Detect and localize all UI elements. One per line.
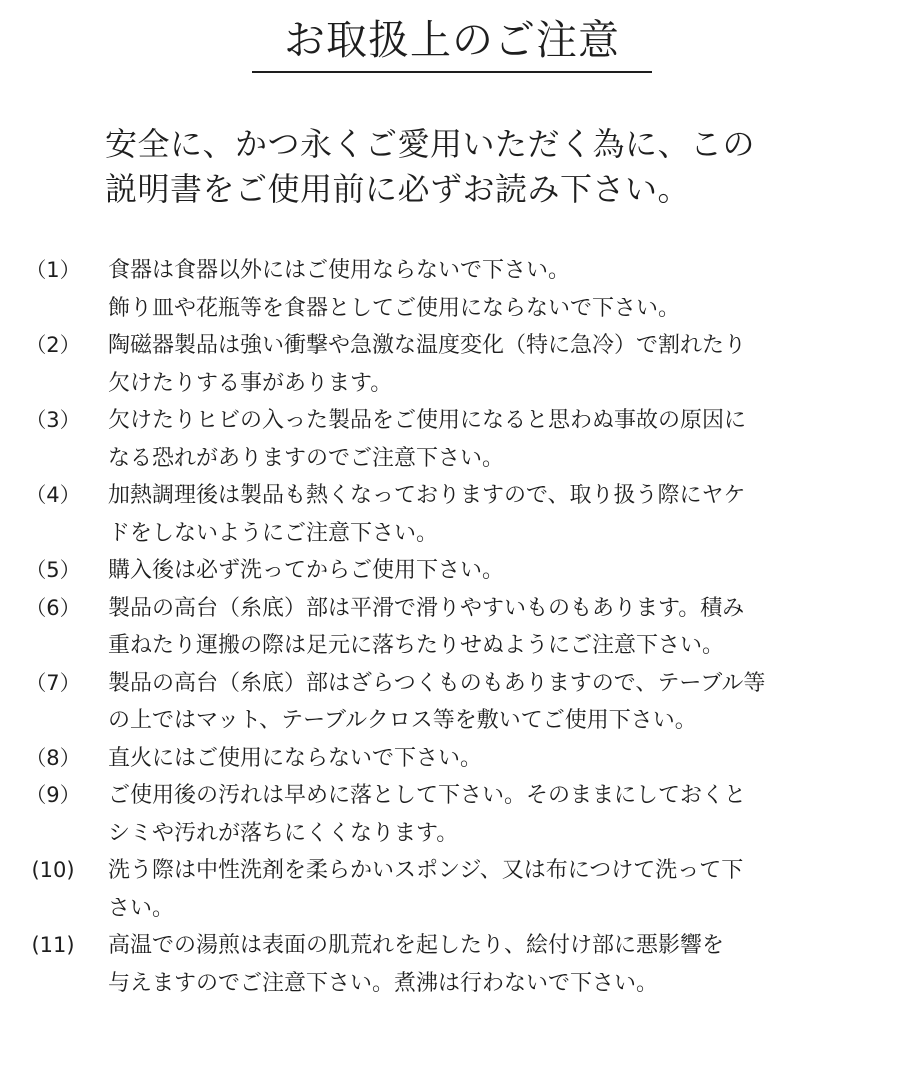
note-line: 購入後は必ず洗ってからご使用下さい。 [108,558,505,583]
note-item [0,665,903,740]
note-line: 欠けたりヒビの入った製品をご使用になると思わぬ事故の原因に [108,408,747,433]
note-number: （4） [25,483,81,507]
note-text [108,927,868,1002]
intro-line: 安全に、かつ永くご愛用いただく為に、この [105,125,756,163]
note-number: （8） [25,745,81,770]
note-line: 陶磁器製品は強い衝撃や急激な温度変化（特に急冷）で割れたり [108,333,747,358]
note-line: ドをしないようにご注意下さい。 [108,520,439,546]
note-text [108,402,868,477]
note-line: なる恐れがありますのでご注意下さい。 [108,445,505,471]
note-text [108,852,868,927]
note-text [108,477,868,552]
note-line: 洗う際は中性洗剤を柔らかいスポンジ、又は布につけて洗って下 [108,858,744,883]
note-number: （6） [25,595,81,620]
note-number: （3） [25,408,81,432]
note-text [108,252,868,327]
notes-list [0,252,903,1002]
note-item [0,777,903,852]
page-title: お取扱上のご注意 [284,16,620,64]
note-line: 飾り皿や花瓶等を食器としてご使用にならないで下さい。 [108,295,681,321]
note-line: 製品の高台（糸底）部はざらつくものもありますので、テーブル等 [108,670,766,696]
note-text [108,665,868,740]
note-item [0,927,903,1002]
note-item [0,552,903,590]
note-line: シミや汚れが落ちにくくなります。 [108,820,459,846]
note-item [0,590,903,665]
note-line: 与えますのでご注意下さい。煮沸は行わないで下さい。 [108,970,659,996]
note-number: (10) [31,858,75,882]
note-line: 製品の高台（糸底）部は平滑で滑りやすいものもあります。積み [108,595,745,621]
note-text [108,777,868,852]
note-number: （7） [25,670,81,695]
note-number: （2） [25,333,81,357]
note-line: 食器は食器以外にはご使用ならないで下さい。 [108,258,571,283]
intro-paragraph [105,122,825,212]
note-line: ご使用後の汚れは早めに落として下さい。そのままにしておくと [108,783,747,808]
note-text [108,327,868,402]
note-number: (11) [31,933,75,957]
note-line: 重ねたり運搬の際は足元に落ちたりせぬようにご注意下さい。 [108,633,725,658]
note-item [0,327,903,402]
title-underline [252,71,652,73]
note-line: さい。 [108,895,175,921]
note-text [108,740,868,778]
note-text [108,552,868,590]
note-item [0,852,903,927]
note-number: （9） [25,783,81,807]
note-line: の上ではマット、テーブルクロス等を敷いてご使用下さい。 [108,708,697,733]
note-item [0,402,903,477]
note-number: （5） [25,558,81,582]
note-line: 高温での湯煎は表面の肌荒れを起したり、絵付け部に悪影響を [108,933,725,958]
note-item [0,740,903,778]
note-item [0,477,903,552]
note-text [108,590,868,665]
note-line: 加熱調理後は製品も熱くなっておりますので、取り扱う際にヤケ [108,483,746,508]
intro-line: 説明書をご使用前に必ずお読み下さい。 [105,170,691,208]
note-line: 直火にはご使用にならないで下さい。 [108,745,483,771]
note-number: （1） [25,258,81,282]
note-line: 欠けたりする事があります。 [108,370,393,396]
note-item [0,252,903,327]
